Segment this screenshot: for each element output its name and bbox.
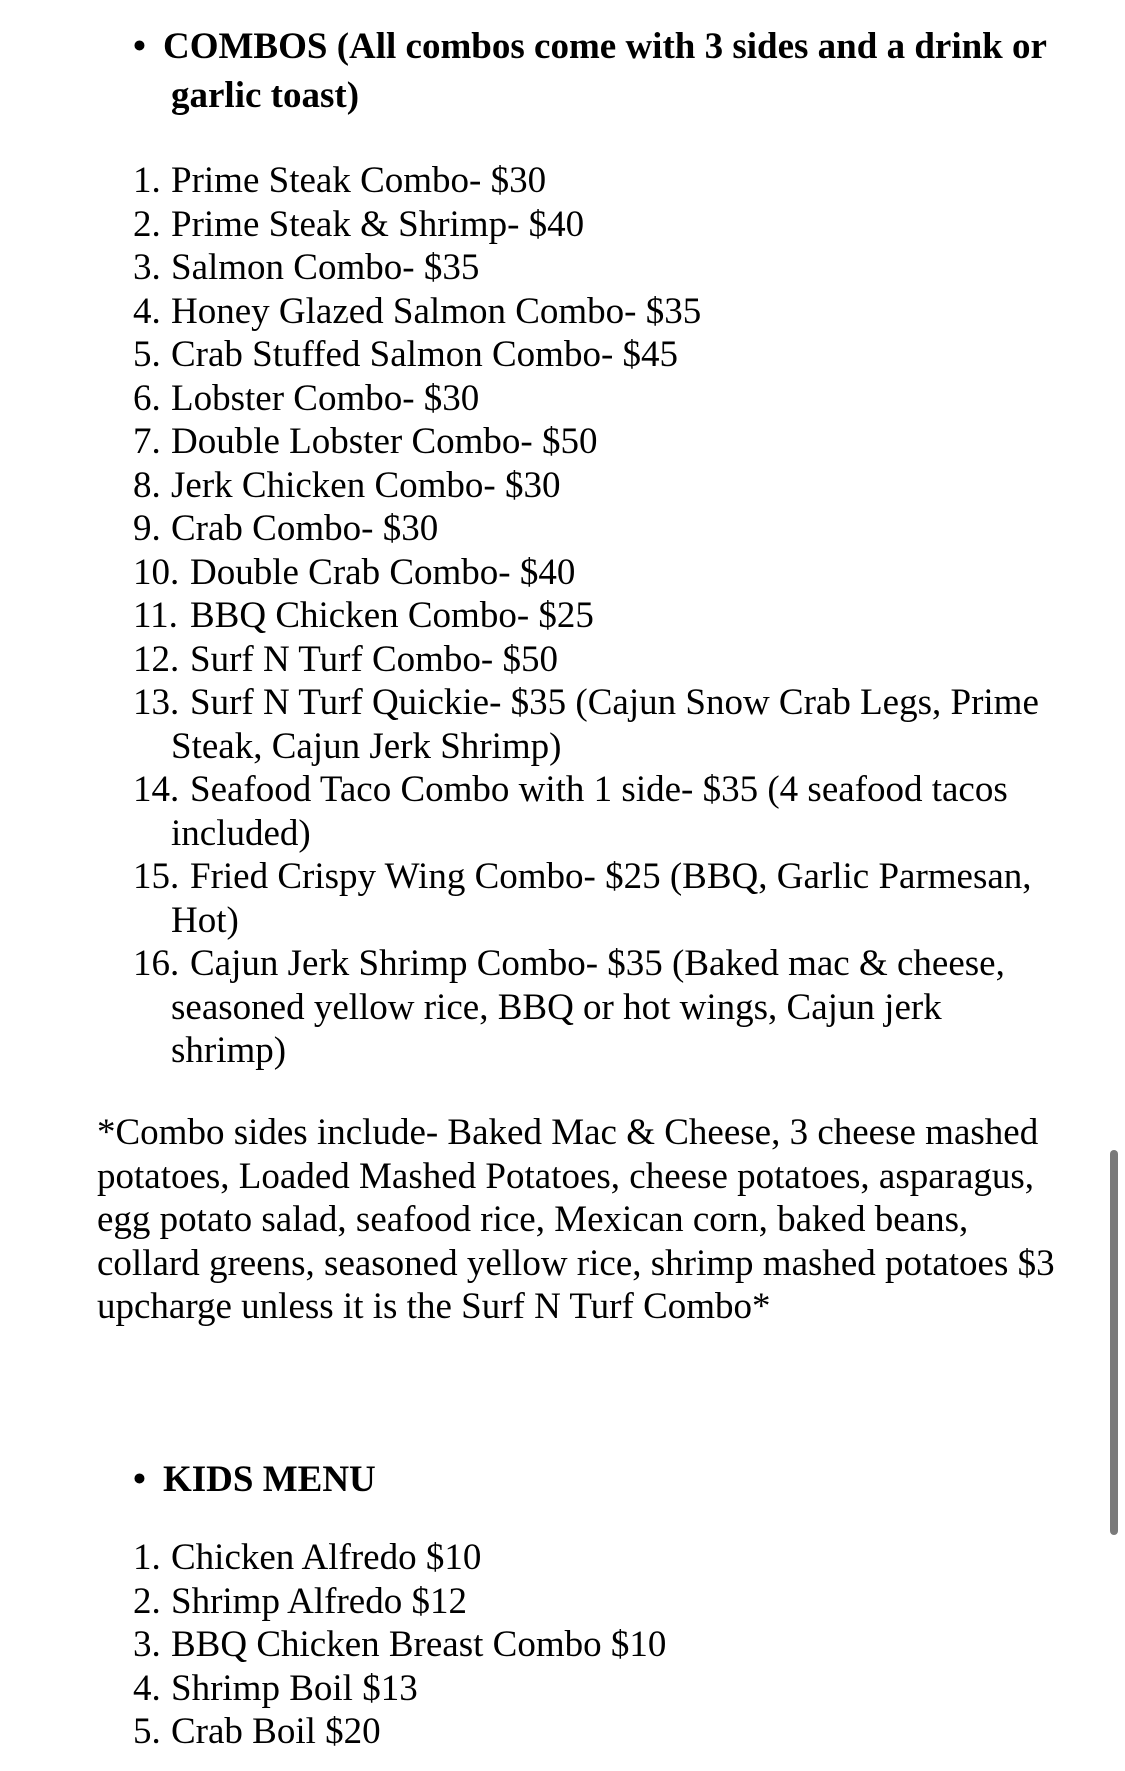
list-item xyxy=(133,1667,1063,1711)
combos-heading-text: COMBOS (All combos come with 3 sides and a drink or garlic toast) xyxy=(163,26,1047,116)
list-item-number: 6. xyxy=(133,377,161,419)
list-item-number: 1. xyxy=(133,160,161,201)
list-item-text: BBQ Chicken Breast Combo $10 xyxy=(171,1624,667,1665)
list-item-text: Fried Crispy Wing Combo- $25 (BBQ, Garlic Parmesan, Hot) xyxy=(171,856,1032,941)
list-item xyxy=(133,551,1063,595)
list-item xyxy=(133,290,1063,334)
list-item-text: Double Lobster Combo- $50 xyxy=(171,421,598,462)
list-item xyxy=(133,246,1063,290)
list-item-number: 10. xyxy=(133,551,180,593)
list-item xyxy=(133,594,1063,638)
list-item xyxy=(133,333,1063,377)
list-item-text: Surf N Turf Combo- $50 xyxy=(190,638,558,680)
list-item xyxy=(133,638,1063,682)
list-item-number: 12. xyxy=(133,638,180,680)
list-item xyxy=(133,942,1063,1073)
list-item-text: BBQ Chicken Combo- $25 xyxy=(190,595,594,636)
list-item-number: 4. xyxy=(133,290,161,332)
kids-menu-list xyxy=(133,1536,1063,1754)
list-item-number: 5. xyxy=(133,334,161,375)
list-item-text: Prime Steak Combo- $30 xyxy=(171,160,547,201)
list-item xyxy=(133,377,1063,421)
list-item xyxy=(133,420,1063,464)
list-item-number: 4. xyxy=(133,1667,161,1709)
list-item-text: Lobster Combo- $30 xyxy=(171,377,480,419)
list-item-number: 13. xyxy=(133,682,180,723)
scrollbar[interactable] xyxy=(1110,1150,1118,1535)
list-item-text: Crab Boil $20 xyxy=(171,1711,381,1752)
list-item-number: 15. xyxy=(133,856,180,897)
combos-heading xyxy=(133,22,1063,120)
list-item-number: 1. xyxy=(133,1537,161,1578)
list-item-number: 2. xyxy=(133,1580,161,1622)
list-item xyxy=(133,159,1063,203)
list-item-number: 14. xyxy=(133,769,180,810)
list-item-number: 5. xyxy=(133,1711,161,1752)
list-item-number: 16. xyxy=(133,943,180,984)
list-item xyxy=(133,1580,1063,1624)
list-item-text: Salmon Combo- $35 xyxy=(171,247,480,288)
list-item xyxy=(133,768,1063,855)
list-item xyxy=(133,1710,1063,1754)
list-item xyxy=(133,855,1063,942)
kids-menu-heading-text: KIDS MENU xyxy=(163,1459,376,1500)
list-item-number: 8. xyxy=(133,464,161,506)
list-item-text: Cajun Jerk Shrimp Combo- $35 (Baked mac & cheese, seasoned yellow rice, BBQ or hot wings, Cajun jerk shrimp) xyxy=(171,943,1005,1071)
list-item-number: 3. xyxy=(133,247,161,288)
list-item-text: Shrimp Boil $13 xyxy=(171,1667,418,1709)
list-item-text: Surf N Turf Quickie- $35 (Cajun Snow Crab Legs, Prime Steak, Cajun Jerk Shrimp) xyxy=(171,682,1039,767)
list-item xyxy=(133,1623,1063,1667)
list-item xyxy=(133,681,1063,768)
list-item xyxy=(133,1536,1063,1580)
list-item-number: 7. xyxy=(133,421,161,462)
list-item xyxy=(133,507,1063,551)
list-item xyxy=(133,203,1063,247)
combos-list xyxy=(133,159,1063,1073)
list-item-text: Double Crab Combo- $40 xyxy=(190,551,576,593)
list-item-text: Jerk Chicken Combo- $30 xyxy=(171,464,561,506)
list-item-text: Prime Steak & Shrimp- $40 xyxy=(171,203,585,245)
list-item-text: Seafood Taco Combo with 1 side- $35 (4 seafood tacos included) xyxy=(171,769,1008,854)
list-item-text: Chicken Alfredo $10 xyxy=(171,1537,482,1578)
list-item-number: 3. xyxy=(133,1624,161,1665)
list-item-number: 2. xyxy=(133,203,161,245)
list-item-number: 11. xyxy=(133,595,178,636)
combos-bullet: • xyxy=(133,26,146,67)
list-item xyxy=(133,464,1063,508)
list-item-number: 9. xyxy=(133,508,161,549)
combo-sides-note: *Combo sides include- Baked Mac & Cheese, 3 cheese mashed potatoes, Loaded Mashed Potatoes, cheese potatoes, asparagus, egg potato salad, seafood rice, Mexican corn, baked beans, collard greens, seasoned yellow rice, shrimp mashed potatoes $3 upcharge unless it is the Surf N Turf Combo* xyxy=(97,1112,1055,1327)
kids-menu-bullet: • xyxy=(133,1459,146,1500)
list-item-text: Crab Stuffed Salmon Combo- $45 xyxy=(171,334,679,375)
list-item-text: Honey Glazed Salmon Combo- $35 xyxy=(171,290,702,332)
list-item-text: Crab Combo- $30 xyxy=(171,508,439,549)
list-item-text: Shrimp Alfredo $12 xyxy=(171,1580,467,1622)
kids-menu-heading xyxy=(133,1455,1063,1504)
